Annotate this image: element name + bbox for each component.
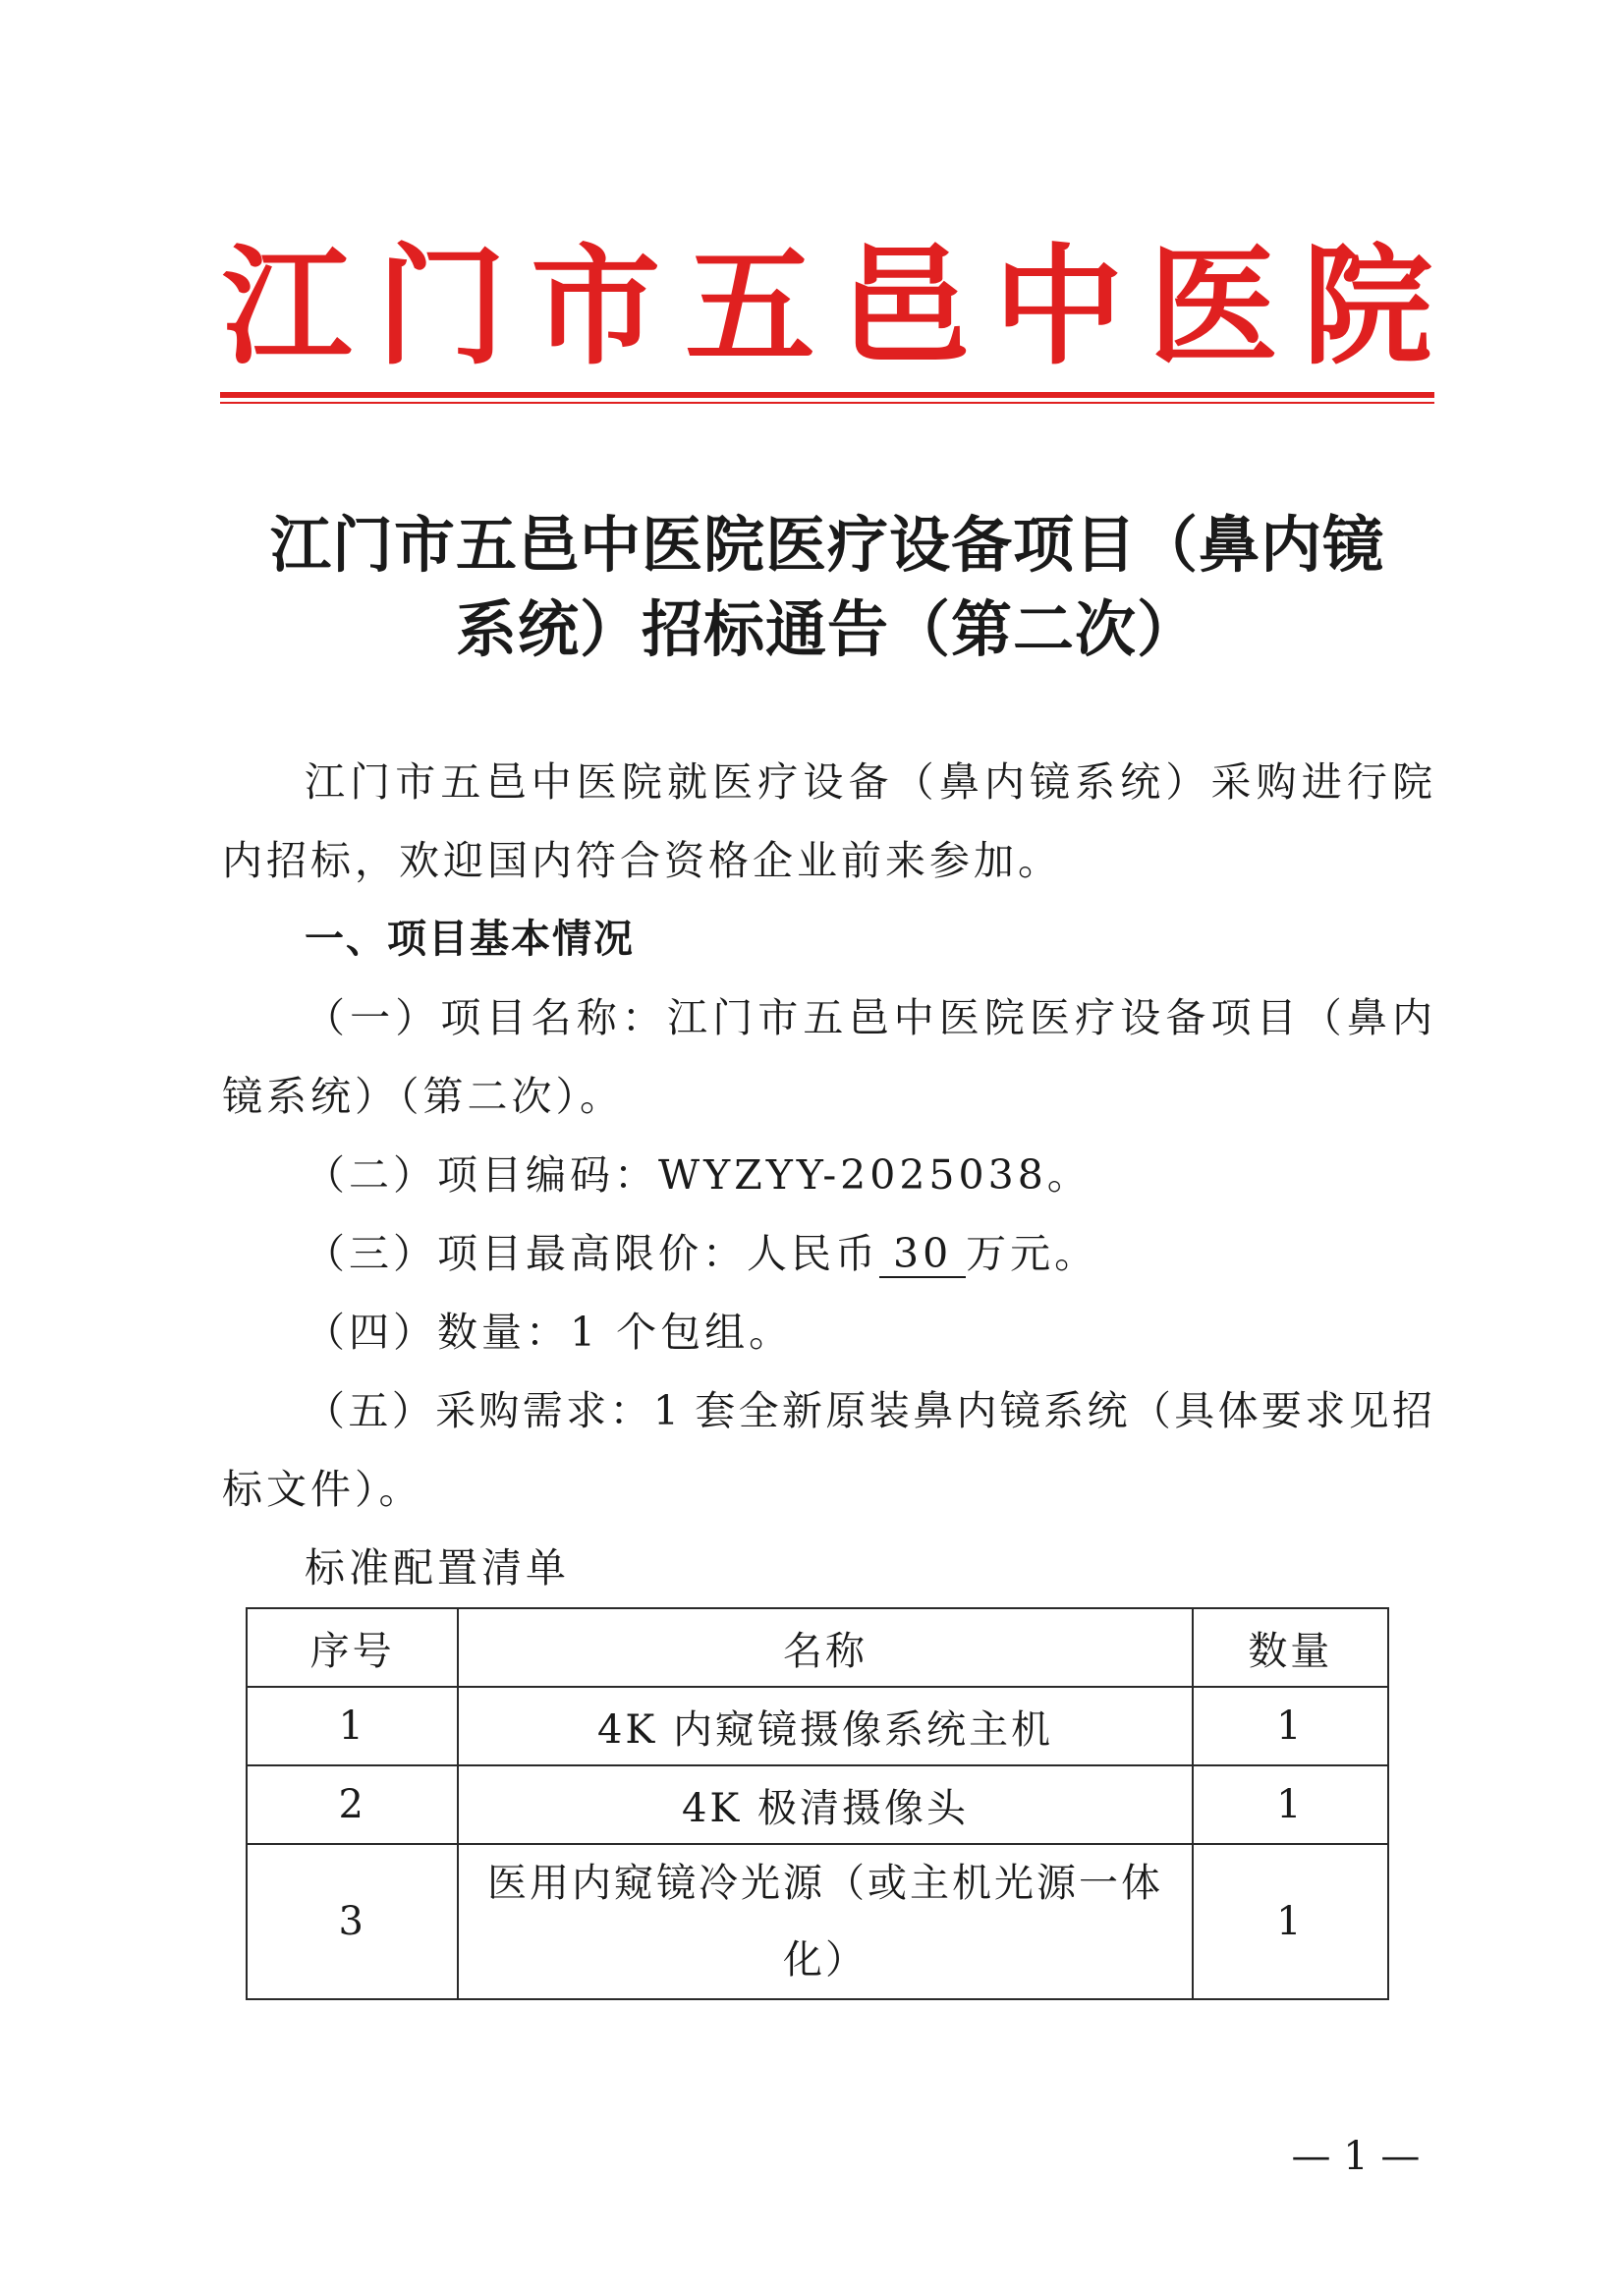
intro-line-1: 江门市五邑中医院就医疗设备（鼻内镜系统）采购进行院 [305,758,1432,806]
header-qty: 数量 [1193,1608,1388,1687]
table-row [247,1765,1388,1844]
cell-no: 2 [247,1765,458,1844]
cell-name-line-2: 化） [783,1937,868,1983]
item-project-name-line-2: 镜系统）（第二次）。 [222,1073,624,1120]
max-price-suffix: 万元。 [966,1230,1099,1277]
header-name: 名称 [458,1608,1192,1687]
document-title [222,503,1432,672]
table-row [247,1844,1388,1999]
letterhead-char: 医 [1148,232,1278,383]
letterhead-char: 邑 [839,232,970,383]
page-number: — 1 — [1291,2134,1421,2179]
cell-name-line-1: 医用内窥镜冷光源（或主机光源一体 [487,1861,1163,1906]
cell-name: 4K 极清摄像头 [458,1765,1192,1844]
letterhead-hospital-name [222,234,1432,381]
letterhead-char: 市 [531,232,661,383]
item-requirement-line-2: 标文件）。 [222,1466,423,1513]
cell-no: 1 [247,1687,458,1765]
item-max-price [305,1214,1432,1293]
item-project-name-line-1: （一）项目名称：江门市五邑中医院医疗设备项目（鼻内 [305,994,1432,1041]
letterhead-char: 中 [993,232,1124,383]
max-price-prefix: （三）项目最高限价：人民币 [305,1230,879,1277]
letterhead-char: 院 [1302,232,1432,383]
letterhead-char: 江 [222,232,352,383]
table-header-row [247,1608,1388,1687]
title-line-1: 江门市五邑中医院医疗设备项目（鼻内镜 [269,509,1384,581]
table-row [247,1687,1388,1765]
letterhead-char: 五 [685,232,815,383]
cell-no: 3 [247,1844,458,1999]
config-table [246,1607,1389,2000]
section-heading: 一、项目基本情况 [305,917,635,962]
cell-name: 4K 内窥镜摄像系统主机 [458,1687,1192,1765]
letterhead-char: 门 [376,232,507,383]
cell-qty: 1 [1193,1844,1388,1999]
max-price-amount: 30 [879,1231,966,1278]
cell-name [458,1844,1192,1999]
letterhead-divider-thick [220,392,1434,398]
header-no: 序号 [247,1608,458,1687]
item-requirement-line-1: （五）采购需求：1 套全新原装鼻内镜系统（具体要求见招 [305,1387,1432,1434]
intro-line-2: 内招标，欢迎国内符合资格企业前来参加。 [222,837,1062,884]
letterhead-divider-thin [220,402,1434,404]
title-line-2: 系统）招标通告（第二次） [455,593,1199,665]
item-quantity: （四）数量：1 个包组。 [305,1309,794,1356]
cell-qty: 1 [1193,1687,1388,1765]
cell-qty: 1 [1193,1765,1388,1844]
table-caption: 标准配置清单 [305,1544,570,1592]
item-project-code: （二）项目编码：WYZYY-2025038。 [305,1151,1092,1199]
